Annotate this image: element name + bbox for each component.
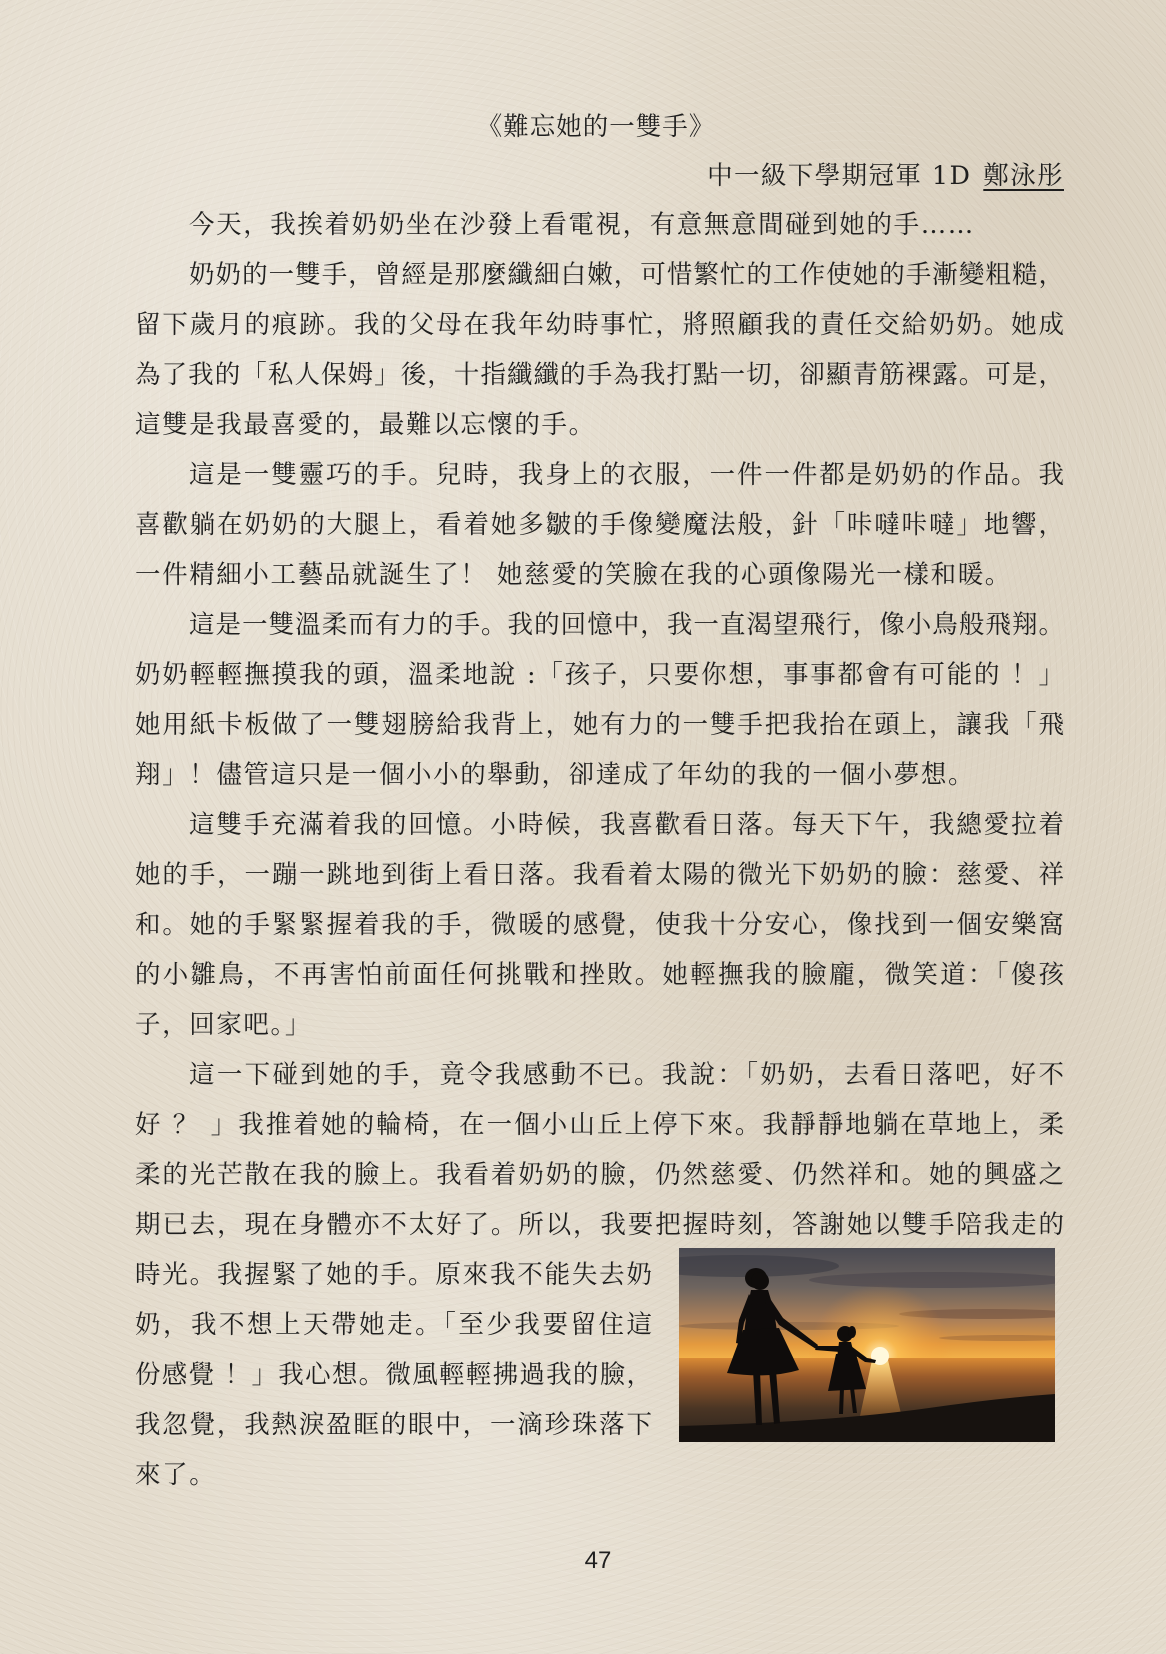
text-line: 子，回家吧。」 xyxy=(135,1010,312,1040)
text-line: 時光。我握緊了她的手。原來我不能失去奶 xyxy=(135,1260,652,1290)
text-line: 翔」！儘管這只是一個小小的舉動，卻達成了年幼的我的一個小夢想。 xyxy=(135,760,976,790)
text-line: 為了我的「私人保姆」後，十指纖纖的手為我打點一切，卻顯青筋裸露。可是， xyxy=(135,360,1064,390)
text-line: 這是一雙溫柔而有力的手。我的回憶中，我一直渴望飛行，像小鳥般飛翔。 xyxy=(189,610,1064,640)
text-line: 奶奶的一雙手，曾經是那麼纖細白嫩，可惜繁忙的工作使她的手漸變粗糙， xyxy=(189,260,1064,290)
paragraph xyxy=(135,450,1064,600)
sunset-photo-image xyxy=(679,1248,1055,1442)
text-line: 她的手，一蹦一跳地到街上看日落。我看着太陽的微光下奶奶的臉：慈愛、祥 xyxy=(135,860,1064,890)
text-line: 份感覺 ！」我心想。微風輕輕拂過我的臉， xyxy=(135,1360,652,1390)
byline xyxy=(707,155,1064,197)
text-line: 奶，我不想上天帶她走。「至少我要留住這 xyxy=(135,1310,652,1340)
text-line: 我忽覺，我熱淚盈眶的眼中，一滴珍珠落下 xyxy=(135,1410,652,1440)
page-number: 47 xyxy=(584,1547,612,1574)
award-label: 中一級下學期冠軍 1D xyxy=(707,161,972,191)
text-line: 這是一雙靈巧的手。兒時，我身上的衣服，一件一件都是奶奶的作品。我 xyxy=(189,460,1064,490)
paragraph xyxy=(135,200,1064,250)
paragraph xyxy=(135,250,1064,450)
text-line: 今天，我挨着奶奶坐在沙發上看電視，有意無意間碰到她的手…… xyxy=(189,210,975,240)
text-line: 期已去，現在身體亦不太好了。所以，我要把握時刻，答謝她以雙手陪我走的 xyxy=(135,1210,1064,1240)
author-name: 鄭泳彤 xyxy=(983,161,1064,191)
text-line: 好 ？ 」我推着她的輪椅，在一個小山丘上停下來。我靜靜地躺在草地上，柔 xyxy=(135,1110,1064,1140)
text-line: 和。她的手緊緊握着我的手，微暖的感覺，使我十分安心，像找到一個安樂窩 xyxy=(135,910,1064,940)
paragraph xyxy=(135,800,1064,1050)
essay-title: 《難忘她的一雙手》 xyxy=(476,112,716,142)
text-line: 喜歡躺在奶奶的大腿上，看着她多皺的手像變魔法般，針「咔噠咔噠」地響， xyxy=(135,510,1064,540)
text-line: 這雙手充滿着我的回憶。小時候，我喜歡看日落。每天下午，我總愛拉着 xyxy=(189,810,1064,840)
text-line: 這雙是我最喜愛的，最難以忘懷的手。 xyxy=(135,410,596,440)
text-line: 她用紙卡板做了一雙翅膀給我背上，她有力的一雙手把我抬在頭上，讓我「飛 xyxy=(135,710,1064,740)
sunset-photo xyxy=(679,1248,1055,1442)
text-line: 柔的光芒散在我的臉上。我看着奶奶的臉，仍然慈愛、仍然祥和。她的興盛之 xyxy=(135,1160,1064,1190)
text-line: 留下歲月的痕跡。我的父母在我年幼時事忙，將照顧我的責任交給奶奶。她成 xyxy=(135,310,1064,340)
text-line: 這一下碰到她的手，竟令我感動不已。我說：「奶奶，去看日落吧，好不 xyxy=(189,1060,1064,1090)
text-line: 一件精細小工藝品就誕生了！ 她慈愛的笑臉在我的心頭像陽光一樣和暖。 xyxy=(135,560,1012,590)
paragraph xyxy=(135,600,1064,800)
text-line: 的小雛鳥，不再害怕前面任何挑戰和挫敗。她輕撫我的臉龐，微笑道：「傻孩 xyxy=(135,960,1064,990)
text-line: 來了。 xyxy=(135,1460,217,1490)
text-line: 奶奶輕輕撫摸我的頭，溫柔地說 :「孩子，只要你想，事事都會有可能的 ！」 xyxy=(135,660,1064,690)
